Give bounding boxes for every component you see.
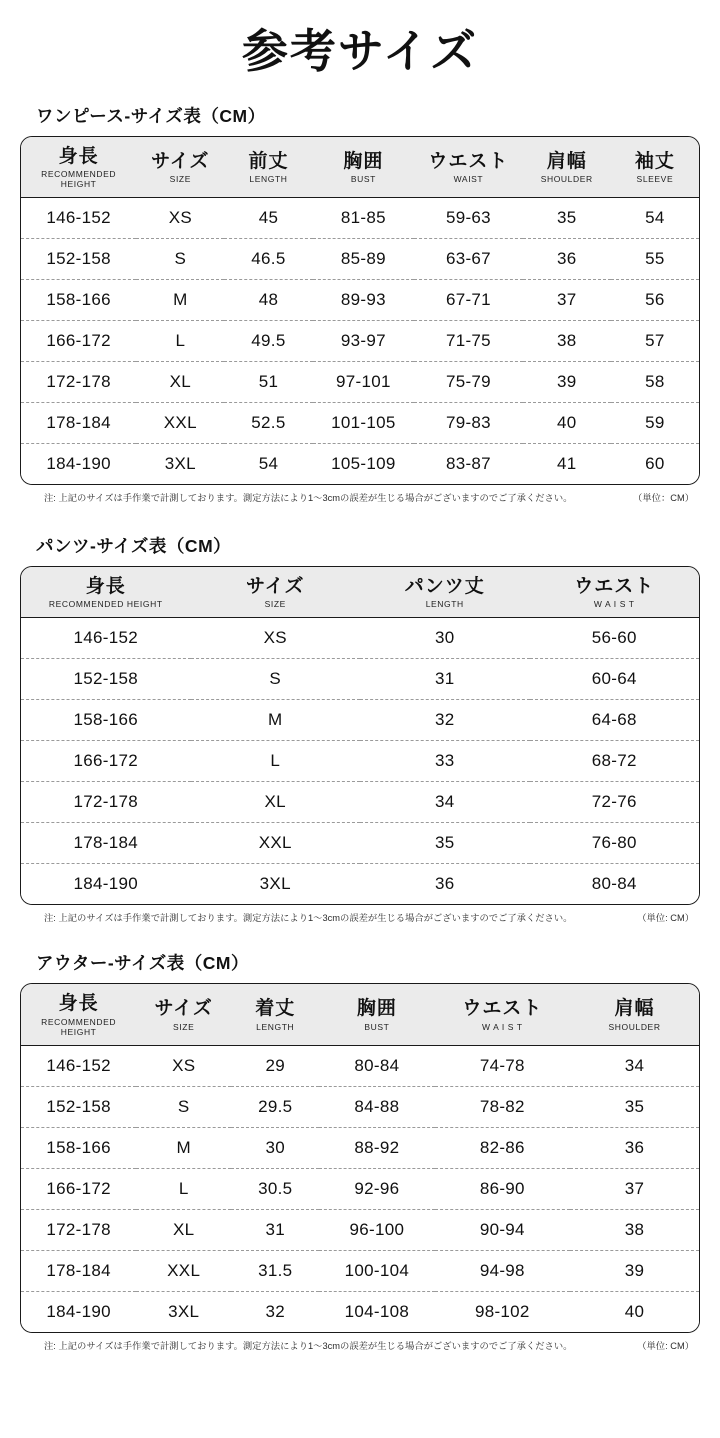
table-cell: 35: [360, 823, 530, 864]
section-title-onepiece: ワンピース-サイズ表（CM）: [36, 105, 266, 126]
table-row: [21, 239, 699, 280]
table-cell: 34: [360, 782, 530, 823]
table-cell: XS: [191, 618, 361, 659]
column-header-main: パンツ丈: [404, 575, 485, 597]
column-header: [21, 567, 191, 618]
table-row: [21, 1087, 699, 1128]
column-header-sub: BUST: [364, 1022, 390, 1033]
column-header: [414, 137, 522, 198]
table-cell: M: [191, 700, 361, 741]
column-header-sub: WAIST: [453, 174, 484, 185]
table-outer-wrap: [20, 983, 700, 1333]
column-header-main: 身長: [58, 993, 99, 1015]
table-cell: 158-166: [21, 280, 136, 321]
table-cell: 76-80: [530, 823, 700, 864]
column-header-main: 身長: [58, 145, 99, 167]
table-onepiece-head: [21, 137, 699, 198]
table-row: [21, 659, 699, 700]
table-cell: 56-60: [530, 618, 700, 659]
table-cell: 29.5: [231, 1087, 319, 1128]
table-row: [21, 741, 699, 782]
table-cell: 94-98: [435, 1251, 571, 1292]
table-onepiece-wrap: [20, 136, 700, 486]
table-cell: 59-63: [414, 198, 522, 239]
table-cell: L: [136, 1169, 231, 1210]
table-row: [21, 1251, 699, 1292]
column-header: [191, 567, 361, 618]
column-header-sub: SLEEVE: [636, 174, 674, 185]
column-header-sub: SIZE: [264, 599, 286, 610]
table-cell: 67-71: [414, 280, 522, 321]
note-unit: （単位: CM）: [637, 913, 694, 924]
table-pants: [21, 567, 699, 905]
table-cell: 31: [231, 1210, 319, 1251]
spacer-1: [0, 505, 720, 533]
table-cell: 68-72: [530, 741, 700, 782]
table-cell: 64-68: [530, 700, 700, 741]
table-cell: 33: [360, 741, 530, 782]
table-cell: 36: [523, 239, 611, 280]
column-header-main: 胸囲: [356, 998, 397, 1020]
table-cell: 46.5: [224, 239, 312, 280]
table-header-row: [21, 567, 699, 618]
table-cell: 146-152: [21, 618, 191, 659]
table-cell: XS: [136, 1046, 231, 1087]
table-cell: 30: [360, 618, 530, 659]
table-cell: 172-178: [21, 1210, 136, 1251]
table-cell: 51: [224, 362, 312, 403]
table-cell: 83-87: [414, 444, 522, 485]
table-cell: 3XL: [136, 1292, 231, 1333]
table-cell: 90-94: [435, 1210, 571, 1251]
column-header: [224, 137, 312, 198]
table-row: [21, 823, 699, 864]
table-cell: XXL: [136, 403, 224, 444]
table-cell: 35: [523, 198, 611, 239]
column-header-main: ウエスト: [462, 998, 543, 1020]
column-header: [136, 137, 224, 198]
table-cell: 32: [360, 700, 530, 741]
table-cell: 85-89: [313, 239, 415, 280]
table-cell: 34: [570, 1046, 699, 1087]
table-cell: 39: [570, 1251, 699, 1292]
table-cell: 40: [570, 1292, 699, 1333]
table-pants-wrap: [20, 566, 700, 906]
table-row: [21, 403, 699, 444]
table-cell: M: [136, 1128, 231, 1169]
column-header: [523, 137, 611, 198]
table-cell: 152-158: [21, 659, 191, 700]
table-cell: 38: [523, 321, 611, 362]
column-header: [231, 984, 319, 1045]
table-cell: 60: [611, 444, 699, 485]
column-header-main: ウエスト: [428, 150, 509, 172]
table-cell: 52.5: [224, 403, 312, 444]
table-cell: XL: [136, 1210, 231, 1251]
table-cell: 101-105: [313, 403, 415, 444]
column-header: [319, 984, 434, 1045]
table-cell: 37: [523, 280, 611, 321]
table-cell: 152-158: [21, 239, 136, 280]
table-cell: 38: [570, 1210, 699, 1251]
note-text: 注: 上記のサイズは手作業で計測しております。測定方法により1〜3cmの誤差が生じる場合がございますのでご了承ください。: [44, 1341, 573, 1352]
table-cell: 84-88: [319, 1087, 434, 1128]
note-unit: （単位：CM）: [633, 493, 694, 504]
table-onepiece-body: [21, 198, 699, 485]
table-cell: 29: [231, 1046, 319, 1087]
table-cell: 45: [224, 198, 312, 239]
section-title-outer: アウター-サイズ表（CM）: [36, 953, 249, 974]
column-header-sub: SHOULDER: [540, 174, 593, 185]
column-header-main: 身長: [85, 575, 126, 597]
column-header: [611, 137, 699, 198]
column-header-main: 袖丈: [634, 150, 675, 172]
table-cell: 3XL: [136, 444, 224, 485]
column-header-main: 前丈: [248, 150, 289, 172]
table-row: [21, 280, 699, 321]
column-header-sub: SIZE: [173, 1022, 195, 1033]
table-row: [21, 362, 699, 403]
table-cell: 92-96: [319, 1169, 434, 1210]
table-cell: 30: [231, 1128, 319, 1169]
table-cell: 93-97: [313, 321, 415, 362]
table-cell: XL: [136, 362, 224, 403]
table-cell: 54: [611, 198, 699, 239]
table-cell: 178-184: [21, 823, 191, 864]
table-cell: 158-166: [21, 700, 191, 741]
table-row: [21, 1169, 699, 1210]
table-cell: 32: [231, 1292, 319, 1333]
note-text: 注: 上記のサイズは手作業で計測しております。測定方法により1〜3cmの誤差が生じる場合がございますのでご了承ください。: [44, 913, 573, 924]
table-pants-body: [21, 618, 699, 905]
table-cell: 41: [523, 444, 611, 485]
table-cell: 48: [224, 280, 312, 321]
table-cell: 63-67: [414, 239, 522, 280]
table-row: [21, 1292, 699, 1333]
table-cell: 36: [360, 864, 530, 905]
table-row: [21, 321, 699, 362]
note-onepiece: [44, 492, 700, 504]
table-cell: 104-108: [319, 1292, 434, 1333]
table-cell: XXL: [191, 823, 361, 864]
spacer-top: [0, 77, 720, 103]
table-cell: 146-152: [21, 198, 136, 239]
table-cell: XL: [191, 782, 361, 823]
table-cell: 89-93: [313, 280, 415, 321]
table-outer-body: [21, 1046, 699, 1333]
table-cell: XXL: [136, 1251, 231, 1292]
table-row: [21, 1046, 699, 1087]
column-header-sub: LENGTH: [425, 599, 464, 610]
table-header-row: [21, 984, 699, 1045]
column-header: [21, 984, 136, 1045]
table-cell: 166-172: [21, 741, 191, 782]
column-header-main: 着丈: [255, 998, 296, 1020]
column-header: [21, 137, 136, 198]
table-cell: 30.5: [231, 1169, 319, 1210]
column-header: [360, 567, 530, 618]
table-cell: 37: [570, 1169, 699, 1210]
table-row: [21, 1128, 699, 1169]
column-header-sub: SIZE: [169, 174, 191, 185]
column-header-main: サイズ: [154, 998, 213, 1020]
column-header-main: 肩幅: [546, 150, 587, 172]
page-title: 参考サイズ: [241, 25, 479, 77]
table-cell: 54: [224, 444, 312, 485]
table-cell: 80-84: [319, 1046, 434, 1087]
table-row: [21, 198, 699, 239]
table-cell: L: [191, 741, 361, 782]
note-unit: （単位: CM）: [637, 1341, 694, 1352]
column-header-sub: LENGTH: [256, 1022, 295, 1033]
table-cell: 49.5: [224, 321, 312, 362]
table-cell: 184-190: [21, 1292, 136, 1333]
column-header-sub: RECOMMENDED HEIGHT: [41, 169, 117, 190]
table-header-row: [21, 137, 699, 198]
column-header: [570, 984, 699, 1045]
table-cell: L: [136, 321, 224, 362]
section-onepiece: [0, 103, 720, 505]
table-cell: 146-152: [21, 1046, 136, 1087]
table-cell: 105-109: [313, 444, 415, 485]
size-chart-page: [0, 26, 720, 1438]
table-row: [21, 782, 699, 823]
table-cell: 100-104: [319, 1251, 434, 1292]
column-header-sub: RECOMMENDED HEIGHT: [48, 599, 163, 610]
table-cell: XS: [136, 198, 224, 239]
table-cell: 96-100: [319, 1210, 434, 1251]
column-header: [136, 984, 231, 1045]
table-cell: 78-82: [435, 1087, 571, 1128]
column-header-sub: SHOULDER: [608, 1022, 661, 1033]
column-header: [313, 137, 415, 198]
table-cell: 158-166: [21, 1128, 136, 1169]
section-title-pants: パンツ-サイズ表（CM）: [36, 535, 232, 556]
table-cell: 57: [611, 321, 699, 362]
table-cell: 98-102: [435, 1292, 571, 1333]
table-cell: 184-190: [21, 864, 191, 905]
table-cell: 31.5: [231, 1251, 319, 1292]
column-header-sub: RECOMMENDED HEIGHT: [41, 1017, 117, 1038]
table-cell: 97-101: [313, 362, 415, 403]
table-cell: 166-172: [21, 321, 136, 362]
table-cell: S: [191, 659, 361, 700]
table-cell: 86-90: [435, 1169, 571, 1210]
table-cell: 55: [611, 239, 699, 280]
table-cell: 74-78: [435, 1046, 571, 1087]
table-cell: S: [136, 239, 224, 280]
table-cell: 184-190: [21, 444, 136, 485]
table-cell: 80-84: [530, 864, 700, 905]
table-cell: 40: [523, 403, 611, 444]
note-pants: [44, 912, 700, 924]
column-header-sub: W A I S T: [481, 1022, 523, 1033]
table-cell: 172-178: [21, 362, 136, 403]
table-row: [21, 1210, 699, 1251]
column-header-main: ウエスト: [574, 575, 655, 597]
table-row: [21, 700, 699, 741]
table-cell: 166-172: [21, 1169, 136, 1210]
table-cell: 172-178: [21, 782, 191, 823]
table-cell: 82-86: [435, 1128, 571, 1169]
table-cell: 88-92: [319, 1128, 434, 1169]
spacer-2: [0, 924, 720, 950]
table-cell: 152-158: [21, 1087, 136, 1128]
table-cell: 59: [611, 403, 699, 444]
column-header-main: 胸囲: [343, 150, 384, 172]
column-header: [435, 984, 571, 1045]
column-header-main: サイズ: [151, 150, 210, 172]
note-text: 注: 上記のサイズは手作業で計測しております。測定方法により1〜3cmの誤差が生じる場合がございますのでご了承ください。: [44, 493, 573, 504]
table-cell: 79-83: [414, 403, 522, 444]
table-row: [21, 444, 699, 485]
column-header-main: 肩幅: [614, 998, 655, 1020]
column-header-main: サイズ: [246, 575, 305, 597]
table-row: [21, 618, 699, 659]
table-cell: 72-76: [530, 782, 700, 823]
table-cell: 36: [570, 1128, 699, 1169]
table-cell: M: [136, 280, 224, 321]
table-outer-head: [21, 984, 699, 1045]
column-header-sub: W A I S T: [593, 599, 635, 610]
table-row: [21, 864, 699, 905]
table-cell: 81-85: [313, 198, 415, 239]
table-cell: 71-75: [414, 321, 522, 362]
table-cell: 58: [611, 362, 699, 403]
table-cell: 178-184: [21, 1251, 136, 1292]
table-cell: S: [136, 1087, 231, 1128]
table-cell: 56: [611, 280, 699, 321]
table-cell: 3XL: [191, 864, 361, 905]
note-outer: [44, 1340, 700, 1352]
table-pants-head: [21, 567, 699, 618]
column-header: [530, 567, 700, 618]
table-cell: 60-64: [530, 659, 700, 700]
table-onepiece: [21, 137, 699, 485]
section-outer: [0, 950, 720, 1352]
table-cell: 35: [570, 1087, 699, 1128]
table-cell: 178-184: [21, 403, 136, 444]
table-outer: [21, 984, 699, 1332]
table-cell: 39: [523, 362, 611, 403]
table-cell: 31: [360, 659, 530, 700]
table-cell: 75-79: [414, 362, 522, 403]
section-pants: [0, 533, 720, 925]
column-header-sub: LENGTH: [249, 174, 288, 185]
column-header-sub: BUST: [350, 174, 376, 185]
